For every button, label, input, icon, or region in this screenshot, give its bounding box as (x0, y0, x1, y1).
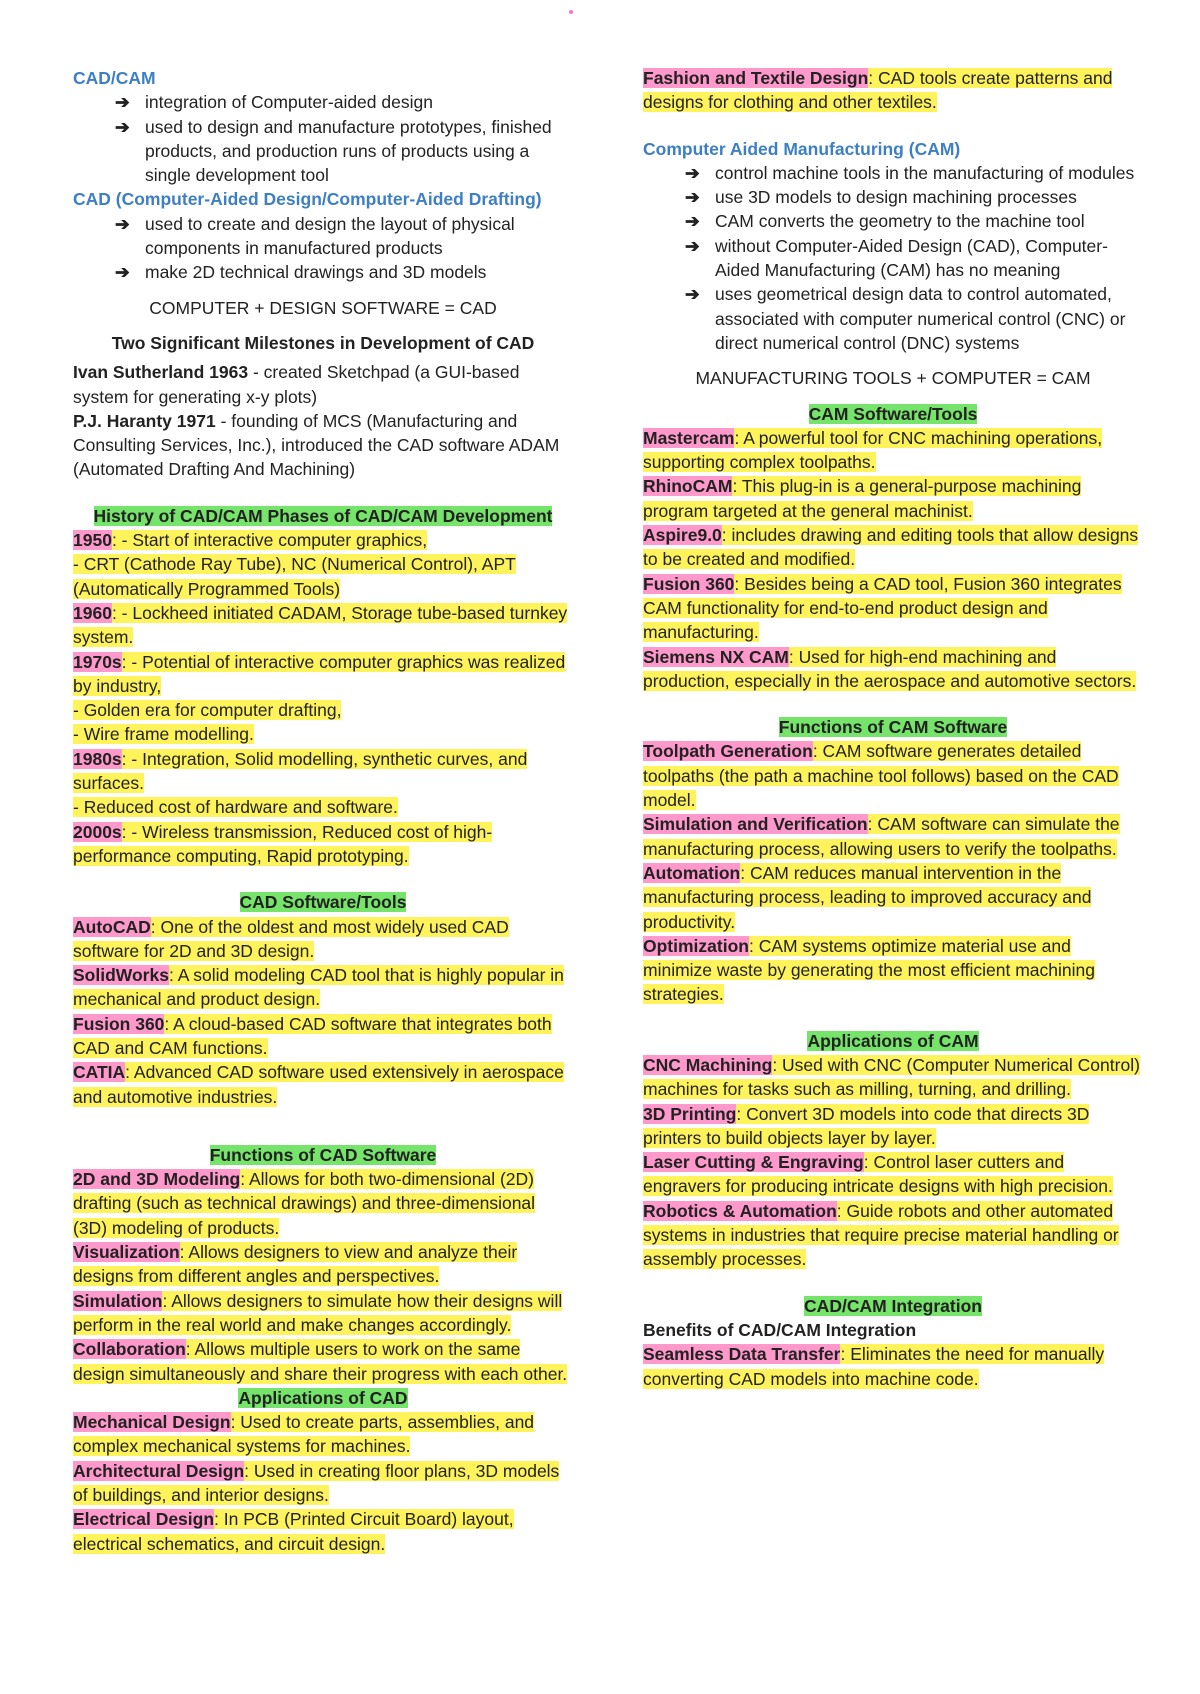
list-item: ➔ used to create and design the layout of physical components in manufactured products (115, 212, 573, 261)
milestone-text: - founding of MCS (Manufacturing and Consulting Services, Inc.), introduced the CAD software ADAM (Automated Drafting And Machining) (73, 410, 560, 480)
right-column (643, 66, 1143, 1391)
cam-apps-title: Applications of CAM (807, 1030, 979, 1051)
list-item: ➔ CAM converts the geometry to the machine tool (685, 209, 1143, 233)
cad-app-entry: Mechanical Design: Used to create parts, assemblies, and complex mechanical systems for machines. (73, 1412, 535, 1457)
cam-app-entry: CNC Machining: Used with CNC (Computer Numerical Control) machines for tasks such as milling, turning, and drilling. (643, 1054, 1140, 1100)
cam-function-entry: Optimization: CAM systems optimize material use and minimize waste by generating the most efficient machining strategies. (643, 935, 1095, 1005)
cadcam-title: CAD/CAM (73, 68, 156, 88)
cam-function-entry: Toolpath Generation: CAM software generates detailed toolpaths (the path a machine tool follows) based on the CAD model. (643, 741, 1119, 811)
cad-bullets (73, 212, 573, 285)
cam-tool-entry: Siemens NX CAM: Used for high-end machining and production, especially in the aerospace and automotive sectors. (643, 646, 1137, 691)
list-item: ➔ control machine tools in the manufacturing of modules (685, 161, 1143, 185)
history-entry: 1980s: - Integration, Solid modelling, synthetic curves, and surfaces. - Reduced cost of hardware and software. (73, 748, 528, 818)
history-entry: 2000s: - Wireless transmission, Reduced cost of high-performance computing, Rapid prototyping. (73, 821, 493, 866)
cadcam-bullets (73, 90, 573, 187)
list-item: ➔ use 3D models to design machining processes (685, 185, 1143, 209)
cad-function-entry: Collaboration: Allows multiple users to work on the same design simultaneously and share their progress with each other. (73, 1339, 568, 1384)
list-item: ➔ used to design and manufacture prototypes, finished products, and production runs of products using a single development tool (115, 115, 573, 188)
milestone-entry (73, 360, 573, 409)
cad-function-entry: 2D and 3D Modeling: Allows for both two-dimensional (2D) drafting (such as technical drawings) and three-dimensional (3D) modeling of products. (73, 1169, 536, 1238)
cad-app-entry: Electrical Design: In PCB (Printed Circuit Board) layout, electrical schematics, and circuit design. (73, 1509, 514, 1554)
cad-tool-entry: CATIA: Advanced CAD software used extensively in aerospace and automotive industries. (73, 1062, 564, 1107)
cam-tool-entry: Mastercam: A powerful tool for CNC machining operations, supporting complex toolpaths. (643, 427, 1103, 473)
benefit-entry: Seamless Data Transfer: Eliminates the need for manually converting CAD models into machine code. (643, 1344, 1105, 1389)
milestone-term: Ivan Sutherland 1963 (73, 362, 249, 383)
cam-app-entry: 3D Printing: Convert 3D models into code that directs 3D printers to build objects layer by layer. (643, 1103, 1090, 1148)
milestone-entry (73, 409, 573, 482)
integration-title: CAD/CAM Integration (804, 1295, 982, 1316)
cad-function-entry: Simulation: Allows designers to simulate how their designs will perform in the real world and make changes accordingly. (73, 1290, 563, 1335)
cam-tool-entry: Fusion 360: Besides being a CAD tool, Fusion 360 integrates CAM functionality for end-to-end product design and manufacturing. (643, 573, 1122, 643)
list-item: ➔ uses geometrical design data to control automated, associated with computer numerical control (CNC) or direct numerical control (DNC) systems (685, 282, 1143, 355)
cam-functions-title: Functions of CAM Software (778, 717, 1008, 738)
cam-function-entry: Simulation and Verification: CAM software can simulate the manufacturing process, allowing users to verify the toolpaths. (643, 814, 1120, 859)
cam-tools-title: CAM Software/Tools (808, 403, 978, 424)
cad-tool-entry: SolidWorks: A solid modeling CAD tool that is highly popular in mechanical and product design. (73, 965, 564, 1010)
milestone-text: - created Sketchpad (a GUI-based system for generating x-y plots) (73, 362, 520, 407)
cad-formula: COMPUTER + DESIGN SOFTWARE = CAD (149, 297, 497, 318)
cad-tools-title: CAD Software/Tools (239, 892, 407, 913)
fashion-entry: Fashion and Textile Design: CAD tools create patterns and designs for clothing and other textiles. (643, 68, 1113, 113)
cad-tool-entry: AutoCAD: One of the oldest and most widely used CAD software for 2D and 3D design. (73, 916, 509, 961)
list-item: ➔ integration of Computer-aided design (115, 90, 573, 114)
history-entry: 1950: - Start of interactive computer graphics, - CRT (Cathode Ray Tube), NC (Numerical Control), APT (Automatically Programmed Tools) (73, 530, 516, 599)
history-title: History of CAD/CAM Phases of CAD/CAM Development (93, 505, 553, 526)
cad-apps-title: Applications of CAD (238, 1387, 408, 1408)
cad-app-entry: Architectural Design: Used in creating floor plans, 3D models of buildings, and interior designs. (73, 1460, 560, 1506)
cam-app-entry: Laser Cutting & Engraving: Control laser cutters and engravers for producing intricate designs with high precision. (643, 1152, 1113, 1197)
cad-functions-title: Functions of CAD Software (209, 1144, 437, 1165)
history-entry: 1970s: - Potential of interactive computer graphics was realized by industry, - Golden era for computer drafting, - Wire frame modelling. (73, 651, 566, 745)
cam-tool-entry: RhinoCAM: This plug-in is a general-purpose machining program targeted at the general machinist. (643, 476, 1082, 521)
cam-tool-entry: Aspire9.0: includes drawing and editing tools that allow designs to be created and modified. (643, 525, 1139, 570)
cam-app-entry: Robotics & Automation: Guide robots and other automated systems in industries that require precise material handling or assembly processes. (643, 1200, 1119, 1270)
cad-tool-entry: Fusion 360: A cloud-based CAD software that integrates both CAD and CAM functions. (73, 1013, 552, 1058)
history-entry: 1960: - Lockheed initiated CADAM, Storage tube-based turnkey system. (73, 602, 568, 648)
cad-function-entry: Visualization: Allows designers to view and analyze their designs from different angles and perspectives. (73, 1242, 518, 1287)
cam-formula: MANUFACTURING TOOLS + COMPUTER = CAM (695, 368, 1091, 389)
list-item: ➔ without Computer-Aided Design (CAD), Computer-Aided Manufacturing (CAM) has no meaning (685, 234, 1143, 283)
cam-title: Computer Aided Manufacturing (CAM) (643, 138, 961, 159)
cam-function-entry: Automation: CAM reduces manual intervention in the manufacturing process, leading to improved accuracy and productivity. (643, 862, 1092, 932)
stray-mark (569, 10, 573, 14)
cad-title: CAD (Computer-Aided Design/Computer-Aided Drafting) (73, 189, 542, 210)
milestone-term: P.J. Haranty 1971 (73, 410, 216, 431)
benefits-title: Benefits of CAD/CAM Integration (643, 1319, 917, 1340)
left-column (73, 66, 573, 1556)
cam-bullets (643, 161, 1143, 355)
milestones-title: Two Significant Milestones in Development of CAD (111, 332, 535, 353)
list-item: ➔ make 2D technical drawings and 3D models (115, 260, 573, 284)
